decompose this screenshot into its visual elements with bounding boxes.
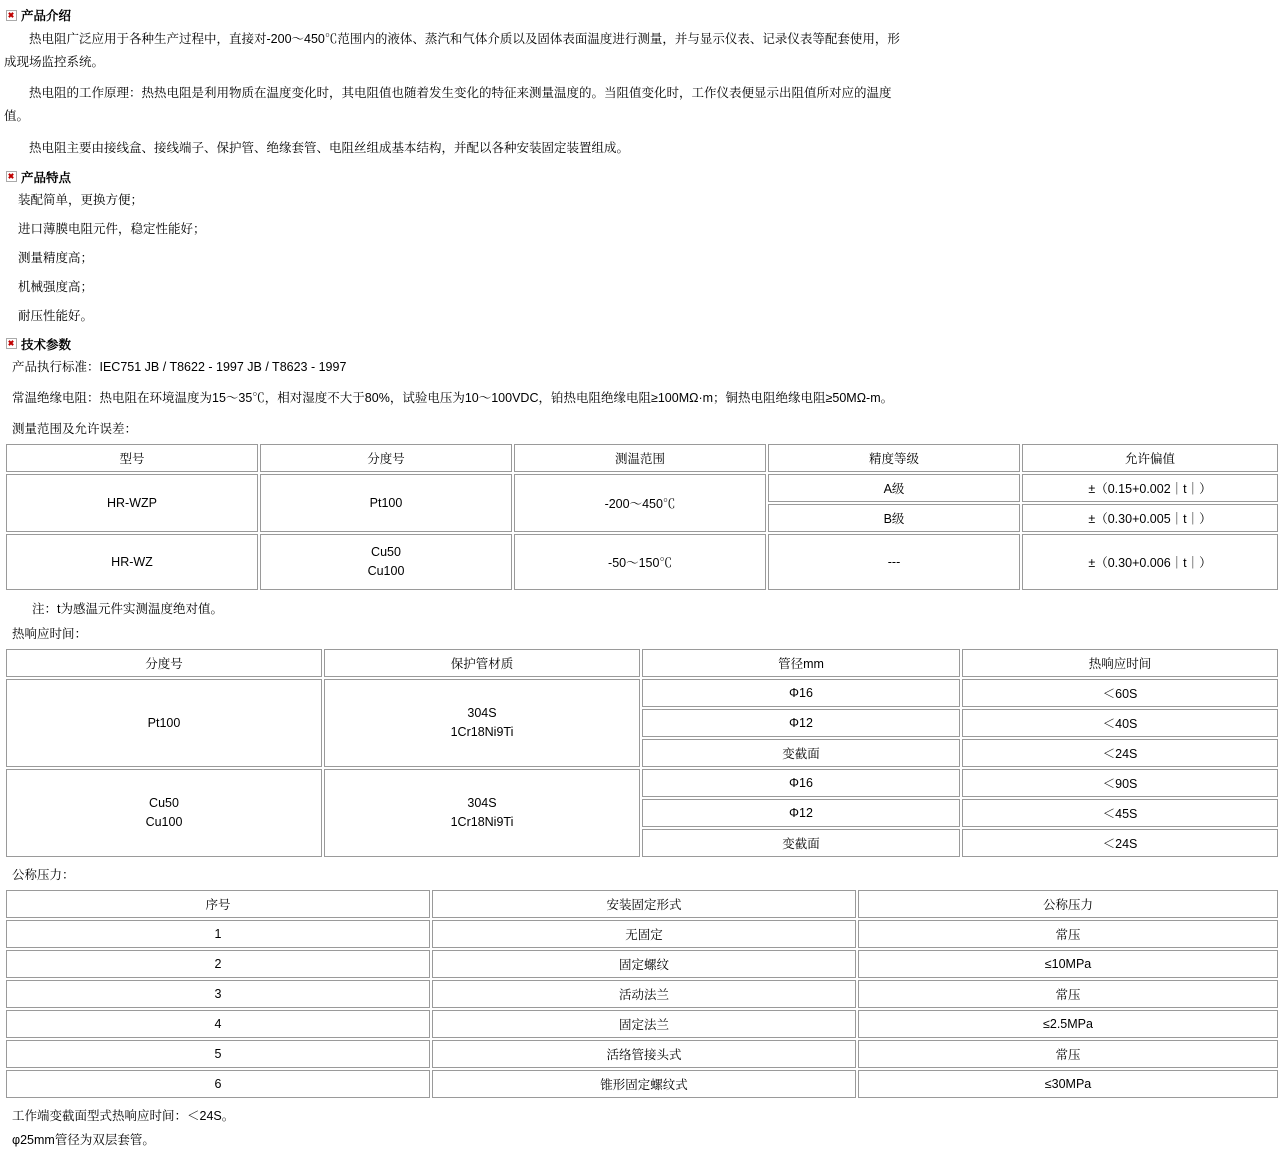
cell-pressure: 常压 — [858, 1040, 1278, 1068]
feature-item: 进口薄膜电阻元件，稳定性能好； — [18, 221, 206, 236]
cell-index: 2 — [6, 950, 430, 978]
cell-pressure: 常压 — [858, 980, 1278, 1008]
cell-grade-line: Cu50 — [149, 795, 179, 810]
cell-mounting: 活动法兰 — [432, 980, 856, 1008]
section-title: 产品特点 — [21, 170, 72, 185]
cell-material-line: 304S — [467, 705, 497, 720]
cell-material-line: 1Cr18Ni9Ti — [450, 814, 514, 829]
cell-grade — [6, 769, 322, 857]
cell-range: -50～150℃ — [514, 534, 766, 590]
cell-index: 6 — [6, 1070, 430, 1098]
table-header-row — [6, 649, 1278, 677]
table-row — [6, 474, 1278, 502]
cell-model: HR-WZ — [6, 534, 258, 590]
cell-pressure: ≤2.5MPa — [858, 1010, 1278, 1038]
section-title: 产品介绍 — [21, 9, 72, 23]
cell-index: 5 — [6, 1040, 430, 1068]
cell-index: 3 — [6, 980, 430, 1008]
cell-diameter: Φ12 — [642, 709, 960, 737]
cell-grade: Pt100 — [260, 474, 512, 532]
cell-grade-line: Cu100 — [145, 814, 183, 829]
column-header: 保护管材质 — [324, 649, 640, 677]
intro-paragraph-2: 热电阻的工作原理：热热电阻是利用物质在温度变化时，其电阻值也随着发生变化的特征来测量温度的。当阻值变化时，工作仪表便显示出阻值所对应的温度值。 — [4, 86, 892, 124]
cell-diameter: Φ16 — [642, 769, 960, 797]
column-header: 分度号 — [260, 444, 512, 472]
intro-paragraph-1: 热电阻广泛应用于各种生产过程中，直接对-200～450℃范围内的液体、蒸汽和气体介质以及固体表面温度进行测量，并与显示仪表、记录仪表等配套使用，形成现场监控系统。 — [4, 32, 900, 70]
cell-accuracy: B级 — [768, 504, 1020, 532]
spec-insulation-line: 常温绝缘电阻：热电阻在环境温度为15～35℃，相对湿度不大于80%，试验电压为10～100VDC，铂热电阻绝缘电阻≥100MΩ·m；铜热电阻绝缘电阻≥50MΩ-m。 — [12, 390, 894, 405]
cell-material-line: 1Cr18Ni9Ti — [450, 724, 514, 739]
cell-grade-line: Cu50 — [371, 544, 401, 559]
table-row — [6, 950, 1278, 978]
cell-time: ＜24S — [962, 739, 1278, 767]
section-title: 技术参数 — [21, 337, 72, 352]
cell-pressure: 常压 — [858, 920, 1278, 948]
cell-diameter: 变截面 — [642, 739, 960, 767]
cell-diameter: Φ16 — [642, 679, 960, 707]
cell-diameter: Φ12 — [642, 799, 960, 827]
footnote: 工作端变截面型式热响应时间：＜24S。 — [12, 1108, 235, 1123]
cell-mounting: 无固定 — [432, 920, 856, 948]
feature-item: 测量精度高； — [18, 250, 94, 265]
cell-index: 1 — [6, 920, 430, 948]
footnote: φ25mm管径为双层套管。 — [12, 1132, 155, 1147]
cell-material — [324, 769, 640, 857]
cell-time: ＜90S — [962, 769, 1278, 797]
column-header: 热响应时间 — [962, 649, 1278, 677]
measurement-range-table — [4, 442, 1280, 592]
section-heading-specs — [6, 335, 1276, 353]
section-heading-intro — [6, 6, 1276, 24]
column-header: 精度等级 — [768, 444, 1020, 472]
table-row — [6, 1070, 1278, 1098]
cell-material-line: 304S — [467, 795, 497, 810]
cell-grade-line: Cu100 — [367, 563, 405, 578]
feature-item: 耐压性能好。 — [18, 308, 94, 323]
cell-deviation: ±（0.15+0.002｜t｜） — [1022, 474, 1278, 502]
pressure-table-label: 公称压力： — [12, 867, 75, 882]
range-table-label: 测量范围及允许误差： — [12, 421, 138, 436]
table-row — [6, 1010, 1278, 1038]
cell-pressure: ≤30MPa — [858, 1070, 1278, 1098]
section-heading-features — [6, 168, 1276, 186]
cell-deviation: ±（0.30+0.006｜t｜） — [1022, 534, 1278, 590]
column-header: 分度号 — [6, 649, 322, 677]
cell-range: -200～450℃ — [514, 474, 766, 532]
response-table-label: 热响应时间： — [12, 626, 88, 641]
column-header: 管径mm — [642, 649, 960, 677]
cell-index: 4 — [6, 1010, 430, 1038]
table-row — [6, 920, 1278, 948]
cell-accuracy: A级 — [768, 474, 1020, 502]
table-row — [6, 534, 1278, 590]
column-header: 序号 — [6, 890, 430, 918]
feature-item: 机械强度高； — [18, 279, 94, 294]
cell-time: ＜60S — [962, 679, 1278, 707]
cell-diameter: 变截面 — [642, 829, 960, 857]
cell-time: ＜24S — [962, 829, 1278, 857]
table-header-row — [6, 444, 1278, 472]
cell-time: ＜40S — [962, 709, 1278, 737]
table-row — [6, 1040, 1278, 1068]
cell-time: ＜45S — [962, 799, 1278, 827]
spec-standard-line: 产品执行标准：IEC751 JB / T8622 - 1997 JB / T8623 - 1997 — [12, 359, 347, 374]
broken-image-icon — [6, 171, 17, 182]
range-table-note: 注：t为感温元件实测温度绝对值。 — [32, 601, 223, 616]
cell-mounting: 锥形固定螺纹式 — [432, 1070, 856, 1098]
broken-image-icon — [6, 338, 17, 349]
column-header: 安装固定形式 — [432, 890, 856, 918]
cell-material — [324, 679, 640, 767]
broken-image-icon — [6, 10, 17, 21]
table-row — [6, 769, 1278, 797]
table-header-row — [6, 890, 1278, 918]
cell-mounting: 活络管接头式 — [432, 1040, 856, 1068]
cell-grade: Pt100 — [6, 679, 322, 767]
feature-item: 装配简单，更换方便； — [18, 192, 144, 207]
cell-pressure: ≤10MPa — [858, 950, 1278, 978]
cell-mounting: 固定法兰 — [432, 1010, 856, 1038]
table-row — [6, 980, 1278, 1008]
cell-mounting: 固定螺纹 — [432, 950, 856, 978]
intro-paragraph-3: 热电阻主要由接线盒、接线端子、保护管、绝缘套管、电阻丝组成基本结构，并配以各种安装固定装置组成。 — [29, 140, 630, 155]
column-header: 公称压力 — [858, 890, 1278, 918]
column-header: 测温范围 — [514, 444, 766, 472]
table-row — [6, 679, 1278, 707]
thermal-response-table — [4, 647, 1280, 859]
column-header: 型号 — [6, 444, 258, 472]
nominal-pressure-table — [4, 888, 1280, 1100]
column-header: 允许偏值 — [1022, 444, 1278, 472]
cell-grade — [260, 534, 512, 590]
cell-deviation: ±（0.30+0.005｜t｜） — [1022, 504, 1278, 532]
cell-accuracy: --- — [768, 534, 1020, 590]
cell-model: HR-WZP — [6, 474, 258, 532]
